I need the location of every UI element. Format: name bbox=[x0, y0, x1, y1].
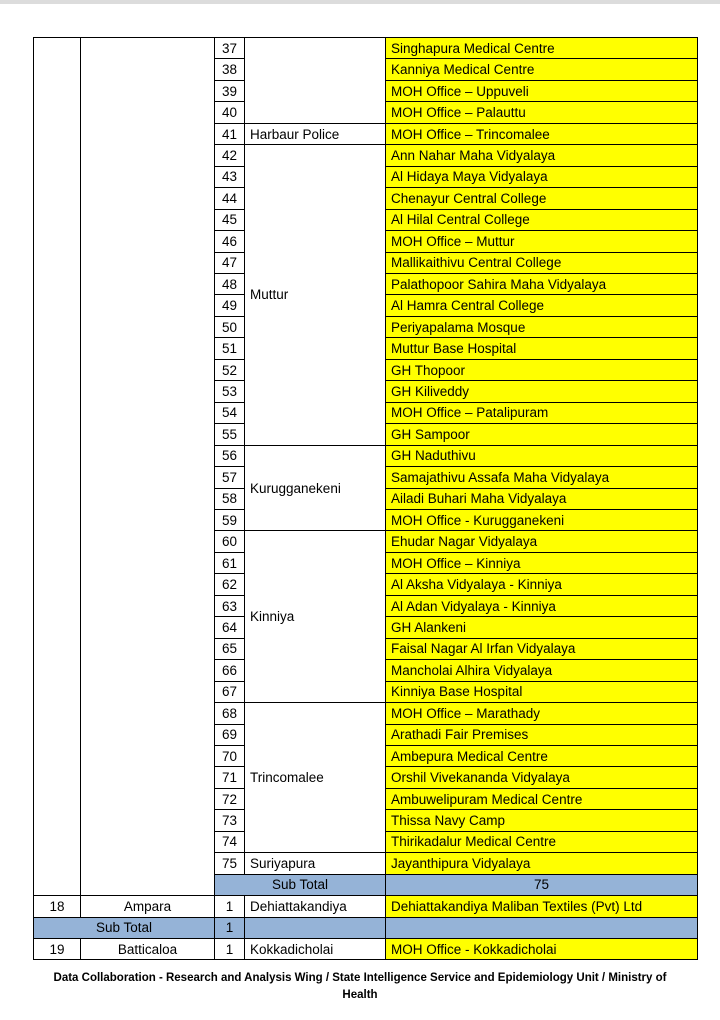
page-top-bar bbox=[0, 0, 720, 4]
facility-cell: MOH Office - Kokkadicholai bbox=[386, 939, 698, 960]
facility-cell: MOH Office – Muttur bbox=[386, 231, 698, 252]
facility-cell: Kanniya Medical Centre bbox=[386, 59, 698, 80]
row-number: 67 bbox=[215, 681, 245, 702]
area-cell: Harbaur Police bbox=[245, 123, 386, 144]
area-cell: Kinniya bbox=[245, 531, 386, 703]
subtotal-label: Sub Total bbox=[215, 874, 386, 895]
district-row bbox=[34, 939, 698, 960]
facility-cell: Al Adan Vidyalaya - Kinniya bbox=[386, 595, 698, 616]
facility-cell: Ehudar Nagar Vidyalaya bbox=[386, 531, 698, 552]
row-number: 71 bbox=[215, 767, 245, 788]
id-cell bbox=[34, 38, 81, 896]
facility-cell: MOH Office – Patalipuram bbox=[386, 402, 698, 423]
row-number: 73 bbox=[215, 810, 245, 831]
area-cell bbox=[245, 38, 386, 124]
row-number: 57 bbox=[215, 467, 245, 488]
facility-cell: Arathadi Fair Premises bbox=[386, 724, 698, 745]
facility-cell: Mallikaithivu Central College bbox=[386, 252, 698, 273]
facility-cell: Kinniya Base Hospital bbox=[386, 681, 698, 702]
subtotal-count: 75 bbox=[386, 874, 698, 895]
facility-cell: MOH Office – Kinniya bbox=[386, 552, 698, 573]
row-number: 48 bbox=[215, 273, 245, 294]
footer-line-2: Health bbox=[342, 989, 378, 1001]
row-number: 61 bbox=[215, 552, 245, 573]
facility-cell: Jayanthipura Vidyalaya bbox=[386, 853, 698, 874]
row-number: 56 bbox=[215, 445, 245, 466]
row-number: 1 bbox=[215, 939, 245, 960]
facility-cell: Ambepura Medical Centre bbox=[386, 745, 698, 766]
row-number: 42 bbox=[215, 145, 245, 166]
facility-cell: Palathopoor Sahira Maha Vidyalaya bbox=[386, 273, 698, 294]
facility-cell: Al Hamra Central College bbox=[386, 295, 698, 316]
facility-cell: Thirikadalur Medical Centre bbox=[386, 831, 698, 852]
row-number: 58 bbox=[215, 488, 245, 509]
district-row bbox=[34, 896, 698, 917]
row-number: 74 bbox=[215, 831, 245, 852]
facility-cell: Orshil Vivekananda Vidyalaya bbox=[386, 767, 698, 788]
row-number: 65 bbox=[215, 638, 245, 659]
facility-cell: Faisal Nagar Al Irfan Vidyalaya bbox=[386, 638, 698, 659]
facility-cell: Ambuwelipuram Medical Centre bbox=[386, 788, 698, 809]
row-number: 37 bbox=[215, 38, 245, 59]
row-number: 39 bbox=[215, 80, 245, 101]
facility-cell: MOH Office - Kurugganekeni bbox=[386, 509, 698, 530]
row-number: 69 bbox=[215, 724, 245, 745]
facility-cell: Al Hidaya Maya Vidyalaya bbox=[386, 166, 698, 187]
area-cell: Trincomalee bbox=[245, 703, 386, 853]
facility-cell: Dehiattakandiya Maliban Textiles (Pvt) Ltd bbox=[386, 896, 698, 917]
row-number: 44 bbox=[215, 188, 245, 209]
row-number: 43 bbox=[215, 166, 245, 187]
row-number: 59 bbox=[215, 509, 245, 530]
row-number: 52 bbox=[215, 359, 245, 380]
row-number: 62 bbox=[215, 574, 245, 595]
row-number: 41 bbox=[215, 123, 245, 144]
area-cell: Kokkadicholai bbox=[245, 939, 386, 960]
row-number: 70 bbox=[215, 745, 245, 766]
row-number: 53 bbox=[215, 381, 245, 402]
facility-cell: GH Thopoor bbox=[386, 359, 698, 380]
facility-cell: MOH Office – Marathady bbox=[386, 703, 698, 724]
facility-cell: MOH Office – Palauttu bbox=[386, 102, 698, 123]
row-number: 60 bbox=[215, 531, 245, 552]
facility-cell: Samajathivu Assafa Maha Vidyalaya bbox=[386, 467, 698, 488]
facility-cell: Thissa Navy Camp bbox=[386, 810, 698, 831]
row-number: 55 bbox=[215, 424, 245, 445]
facility-cell: MOH Office – Uppuveli bbox=[386, 80, 698, 101]
district-cell bbox=[81, 38, 215, 896]
row-number: 46 bbox=[215, 231, 245, 252]
footer-line-1: Data Collaboration - Research and Analysis Wing / State Intelligence Service and Epidemiology Unit / Ministry of bbox=[53, 972, 667, 984]
row-number: 49 bbox=[215, 295, 245, 316]
district-name: Ampara bbox=[81, 896, 215, 917]
facility-cell: MOH Office – Trincomalee bbox=[386, 123, 698, 144]
row-number: 68 bbox=[215, 703, 245, 724]
facility-cell: GH Naduthivu bbox=[386, 445, 698, 466]
row-number: 66 bbox=[215, 660, 245, 681]
row-number: 51 bbox=[215, 338, 245, 359]
table-row bbox=[34, 38, 698, 59]
facility-cell: GH Alankeni bbox=[386, 617, 698, 638]
row-number: 50 bbox=[215, 316, 245, 337]
facility-cell: Ann Nahar Maha Vidyalaya bbox=[386, 145, 698, 166]
row-number: 75 bbox=[215, 853, 245, 874]
facility-cell: Singhapura Medical Centre bbox=[386, 38, 698, 59]
area-cell: Suriyapura bbox=[245, 853, 386, 874]
district-id: 19 bbox=[34, 939, 81, 960]
facility-cell: Mancholai Alhira Vidyalaya bbox=[386, 660, 698, 681]
subtotal-empty bbox=[386, 917, 698, 938]
area-cell: Dehiattakandiya bbox=[245, 896, 386, 917]
row-number: 38 bbox=[215, 59, 245, 80]
row-number: 47 bbox=[215, 252, 245, 273]
row-number: 45 bbox=[215, 209, 245, 230]
row-number: 54 bbox=[215, 402, 245, 423]
district-name: Batticaloa bbox=[81, 939, 215, 960]
facility-cell: GH Kiliveddy bbox=[386, 381, 698, 402]
facility-cell: Periyapalama Mosque bbox=[386, 316, 698, 337]
subtotal-row bbox=[34, 917, 698, 938]
district-id: 18 bbox=[34, 896, 81, 917]
area-cell: Kurugganekeni bbox=[245, 445, 386, 531]
subtotal-label: Sub Total bbox=[34, 917, 215, 938]
area-cell: Muttur bbox=[245, 145, 386, 445]
facility-cell: Al Hilal Central College bbox=[386, 209, 698, 230]
facility-cell: GH Sampoor bbox=[386, 424, 698, 445]
subtotal-count: 1 bbox=[215, 917, 245, 938]
row-number: 64 bbox=[215, 617, 245, 638]
row-number: 1 bbox=[215, 896, 245, 917]
facility-table bbox=[33, 37, 698, 960]
row-number: 63 bbox=[215, 595, 245, 616]
row-number: 72 bbox=[215, 788, 245, 809]
facility-cell: Al Aksha Vidyalaya - Kinniya bbox=[386, 574, 698, 595]
row-number: 40 bbox=[215, 102, 245, 123]
facility-cell: Ailadi Buhari Maha Vidyalaya bbox=[386, 488, 698, 509]
page-footer bbox=[20, 970, 700, 1004]
subtotal-empty bbox=[245, 917, 386, 938]
facility-cell: Chenayur Central College bbox=[386, 188, 698, 209]
facility-cell: Muttur Base Hospital bbox=[386, 338, 698, 359]
